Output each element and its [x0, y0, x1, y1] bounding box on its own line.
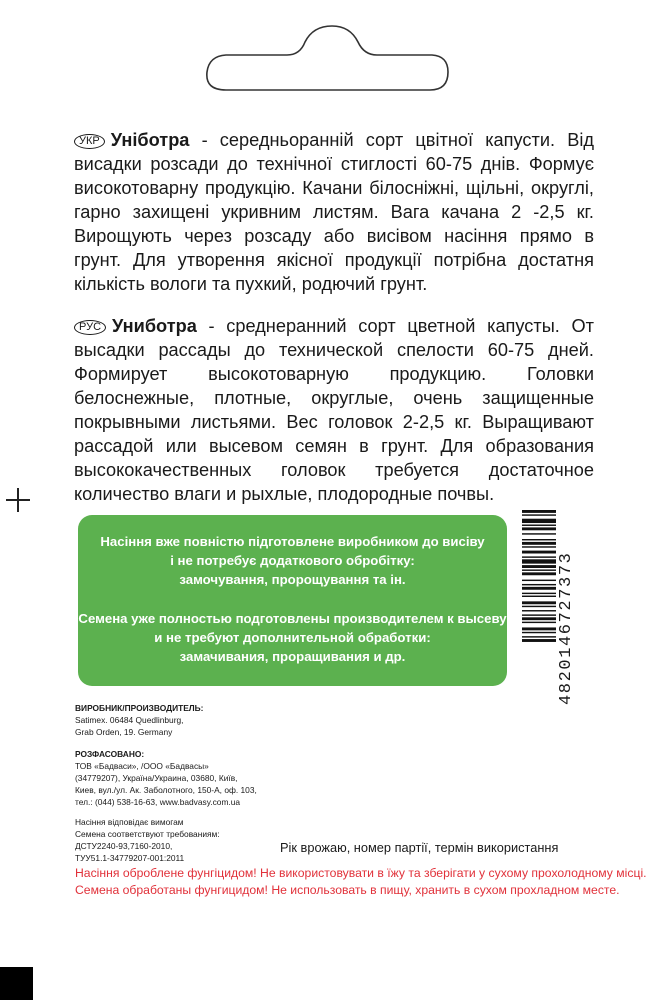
packer-line: Киев, вул./ул. Ак. Заболотного, 150-А, оф. 103, — [75, 785, 257, 795]
description-text-rus: - среднеранний сорт цветной капусты. От высадки рассады до технической спелости 60-75 дней. Формирует высокотоварную продукцию. Головки белоснежные, плотные, округлые, очень защищенные покрывными листьями. Вес головок 2-2,5 кг. Выращивают рассадой или высевом семян в грунт. Для образования высококачественных головок требуется достаточное количество влаги и рыхлые, плодородные почвы. — [74, 316, 594, 504]
manufacturer-block — [75, 702, 203, 738]
packer-line: тел.: (044) 538-16-63, www.badvasy.com.ua — [75, 797, 241, 807]
hang-hole-cutout — [0, 0, 655, 95]
russian-description — [74, 314, 594, 506]
seed-info-line: и не требуют дополнительной обработки: — [154, 630, 431, 645]
lot-info-label: Рік врожаю, номер партії, термін використання — [280, 840, 559, 855]
seed-info-line: замачивания, проращивания и др. — [179, 649, 406, 664]
registration-mark-icon — [6, 488, 30, 512]
barcode-digits: 4820146727373 — [557, 551, 576, 705]
ukrainian-description — [74, 128, 594, 296]
seed-info-line: і не потребує додаткового обробітку: — [170, 553, 415, 568]
standards-block — [75, 816, 220, 864]
standards-line: ДСТУ2240-93,7160-2010, — [75, 841, 173, 851]
packer-line: (34779207), Україна/Украина, 03680, Київ, — [75, 773, 238, 783]
standards-line: ТУУ51.1-34779207-001:2011 — [75, 853, 185, 863]
manufacturer-line: Satimex. 06484 Quedlinburg, — [75, 715, 184, 725]
packer-block — [75, 748, 257, 808]
packer-line: ТОВ «Бадваси», /ООО «Бадвасы» — [75, 761, 209, 771]
corner-mark — [0, 967, 33, 1000]
seed-info-line: Насіння вже повністю підготовлене виробником до висіву — [100, 534, 485, 549]
variety-name-ukr: Уніботра — [110, 130, 190, 150]
rus-language-badge: РУС — [74, 320, 106, 335]
description-text-ukr: - середньоранній сорт цвітної капусти. Від висадки розсади до технічної стиглості 60-75 днів. Формує високотоварну продукцію. Качани білосніжні, щільні, округлі, гарно захищені укривним листям. Вага качана 2 -2,5 кг. Вирощують через розсаду або висівом насіння прямо в грунт. Для утворення якісної продукції потрібна достатня кількість вологи та пухкий, родючий грунт. — [74, 130, 594, 294]
standards-line: Семена соответствуют требованиям: — [75, 829, 220, 839]
ukr-language-badge: УКР — [74, 134, 105, 149]
packer-heading: РОЗФАСОВАНО: — [75, 749, 145, 759]
manufacturer-line: Grab Orden, 19. Germany — [75, 727, 173, 737]
fungicide-warning-ukr: Насіння оброблене фунгіцидом! Не використовувати в їжу та зберігати у сухому прохолодному місці. — [75, 866, 647, 880]
seed-info-line: Семена уже полностью подготовлены производителем к высеву — [78, 611, 507, 626]
standards-line: Насіння відповідає вимогам — [75, 817, 184, 827]
seed-info-ukr — [78, 532, 507, 589]
seed-info-rus — [78, 609, 507, 666]
manufacturer-heading: ВИРОБНИК/ПРОИЗВОДИТЕЛЬ: — [75, 703, 204, 713]
seed-info-line: замочування, пророщування та ін. — [179, 572, 406, 587]
fungicide-warning-rus: Семена обработаны фунгицидом! Не использовать в пищу, хранить в сухом прохладном месте. — [75, 883, 620, 897]
seed-info-box — [78, 515, 507, 686]
variety-name-rus: Униботра — [112, 316, 197, 336]
